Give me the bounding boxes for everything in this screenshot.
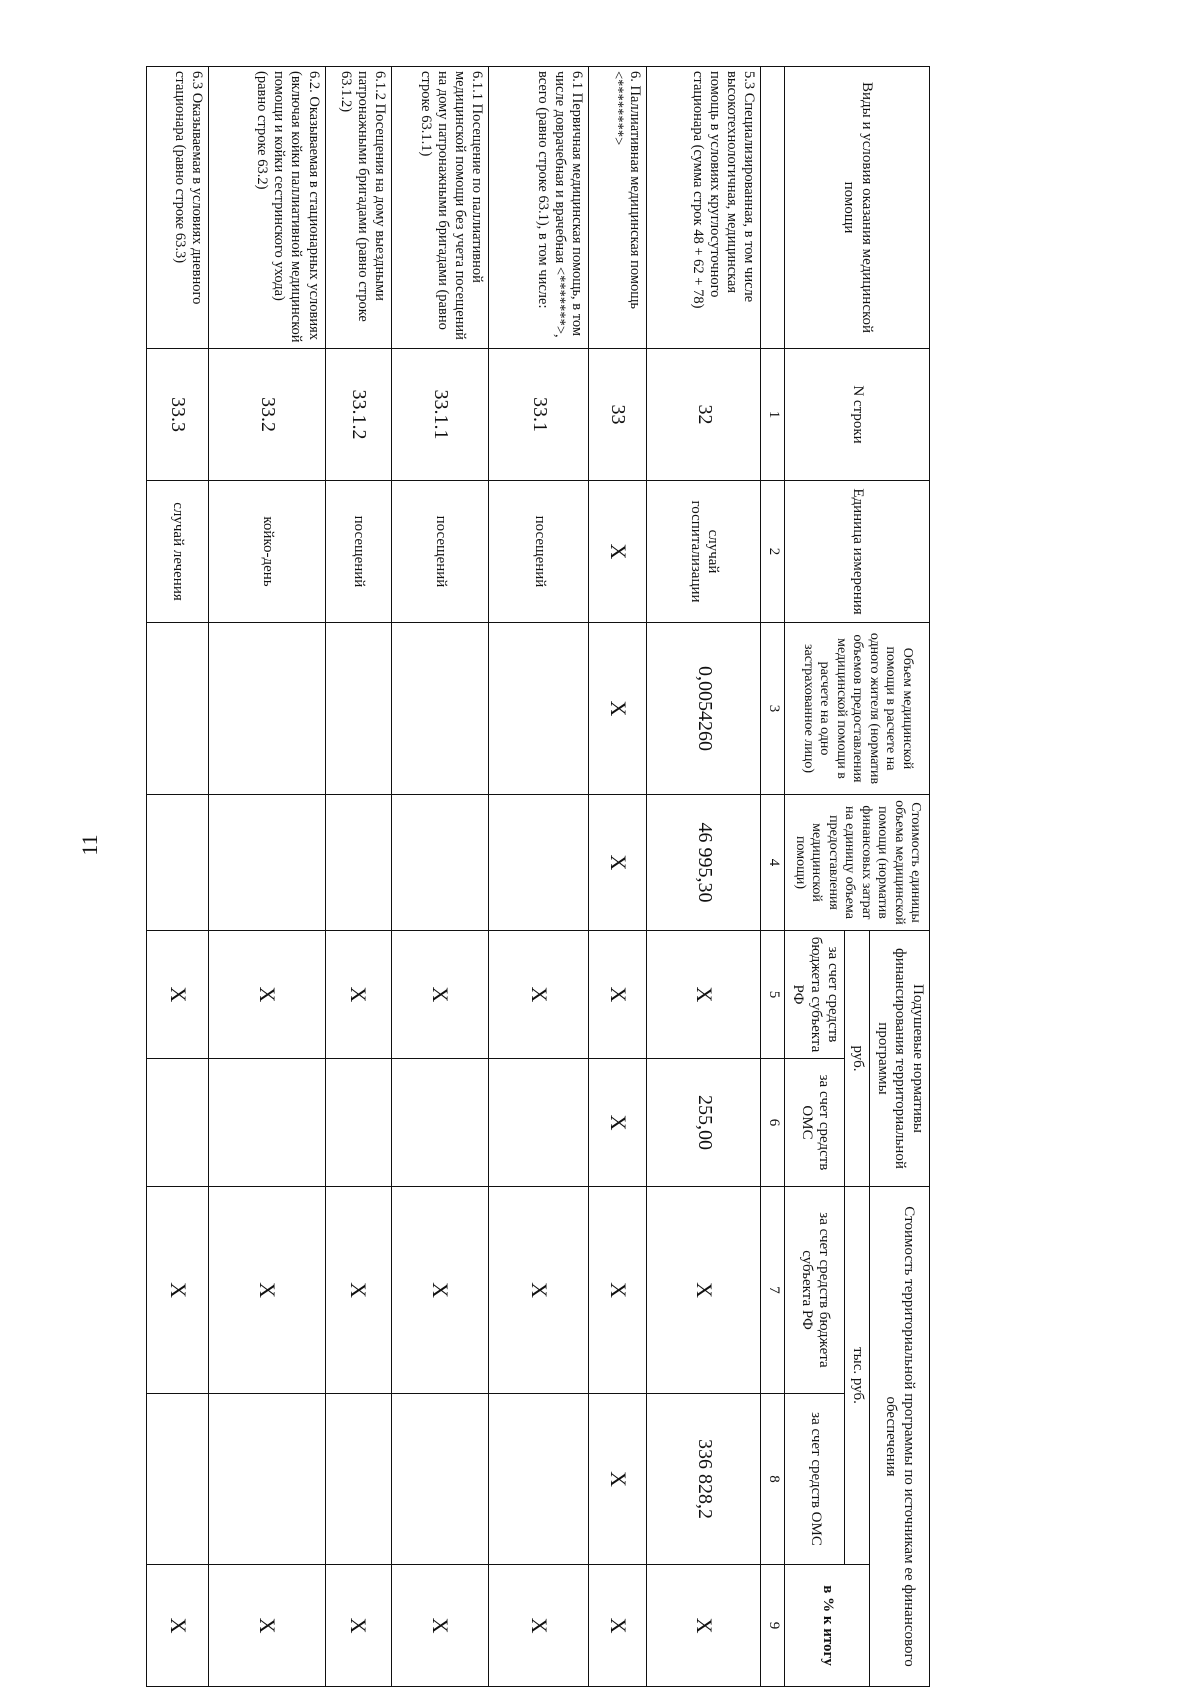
header-cost-oms: за счет средств ОМС <box>785 1394 845 1565</box>
row-percap-budget: X <box>147 931 209 1059</box>
row-cost <box>209 795 325 931</box>
row-percap-oms <box>391 1059 489 1187</box>
column-number: 5 <box>761 931 785 1059</box>
row-cost-percent: X <box>489 1565 589 1687</box>
row-percap-budget: X <box>589 931 647 1059</box>
row-cost-budget: X <box>647 1187 761 1394</box>
row-cost-oms: 336 828,2 <box>647 1394 761 1565</box>
table-row <box>489 67 589 1687</box>
row-cost-percent: X <box>391 1565 489 1687</box>
row-percap-oms <box>147 1059 209 1187</box>
row-percap-oms: 255,00 <box>647 1059 761 1187</box>
row-cost: X <box>589 795 647 931</box>
row-unit: посещений <box>325 481 391 623</box>
row-cost-percent: X <box>589 1565 647 1687</box>
row-description: 6. Паллиативная медицинская помощь <********> <box>589 67 647 349</box>
header-percap-budget: за счет средств бюджета субъекта РФ <box>785 931 845 1059</box>
row-cost: 46 995,30 <box>647 795 761 931</box>
table-row <box>325 67 391 1687</box>
row-cost-oms <box>209 1394 325 1565</box>
row-cost-percent: X <box>209 1565 325 1687</box>
row-cost-oms <box>147 1394 209 1565</box>
table-row <box>209 67 325 1687</box>
row-percap-budget: X <box>647 931 761 1059</box>
table-row <box>147 67 209 1687</box>
row-line-number: 33.2 <box>209 349 325 481</box>
header-line: N строки <box>785 349 930 481</box>
row-percap-budget: X <box>209 931 325 1059</box>
row-cost <box>391 795 489 931</box>
row-cost <box>489 795 589 931</box>
row-cost-percent: X <box>147 1565 209 1687</box>
row-cost-oms <box>489 1394 589 1565</box>
row-cost-budget: X <box>489 1187 589 1394</box>
row-percap-budget: X <box>325 931 391 1059</box>
column-number-row <box>761 67 785 1687</box>
rotated-table-container <box>146 66 930 1686</box>
column-number: 9 <box>761 1565 785 1687</box>
row-line-number: 33.1 <box>489 349 589 481</box>
header-volume: Объем медицинской помощи в расчете на одного жителя (норматив объемов предоставления медицинской помощи в расчете на одно застрахованное лицо) <box>785 623 930 795</box>
header-cost-budget: за счет средств бюджета субъекта РФ <box>785 1187 845 1394</box>
column-number: 2 <box>761 481 785 623</box>
header-percap-unit: руб. <box>845 931 870 1187</box>
row-description: 6.3 Оказываемая в условиях дневного стационара (равно строке 63.3) <box>147 67 209 349</box>
row-description: 5.3 Специализированная, в том числе высокотехнологичная, медицинская помощь в условиях круглосуточного стационара (сумма строк 48 + 62 + 78) <box>647 67 761 349</box>
column-number: 1 <box>761 349 785 481</box>
table-row <box>647 67 761 1687</box>
row-cost-budget: X <box>209 1187 325 1394</box>
row-cost-oms: X <box>589 1394 647 1565</box>
row-cost-budget: X <box>589 1187 647 1394</box>
table-row <box>391 67 489 1687</box>
financing-table <box>146 66 930 1687</box>
column-number: 8 <box>761 1394 785 1565</box>
row-volume <box>147 623 209 795</box>
row-description: 6.1.1 Посещение по паллиативной медицинской помощи без учета посещений на дому патронажными бригадами (равно строке 63.1.1) <box>391 67 489 349</box>
row-cost-percent: X <box>325 1565 391 1687</box>
row-description: 6.1 Первичная медицинская помощь, в том числе доврачебная и врачебная <*******>, всего (равно строке 63.1), в том числе: <box>489 67 589 349</box>
row-unit: X <box>589 481 647 623</box>
header-unit: Единица измерения <box>785 481 930 623</box>
row-line-number: 33.3 <box>147 349 209 481</box>
header-group-cost: Стоимость территориальной программы по источникам ее финансового обеспечения <box>869 1187 929 1687</box>
row-cost <box>325 795 391 931</box>
row-percap-oms: X <box>589 1059 647 1187</box>
row-cost-budget: X <box>325 1187 391 1394</box>
row-line-number: 33.1.1 <box>391 349 489 481</box>
row-cost-budget: X <box>391 1187 489 1394</box>
row-cost-budget: X <box>147 1187 209 1394</box>
row-cost <box>147 795 209 931</box>
row-percap-oms <box>209 1059 325 1187</box>
header-cost-unit: тыс. руб. <box>845 1187 870 1565</box>
row-volume: 0,0054260 <box>647 623 761 795</box>
header-group-percap: Подушевые нормативы финансирования территориальной программы <box>869 931 929 1187</box>
row-volume <box>391 623 489 795</box>
column-number: 7 <box>761 1187 785 1394</box>
row-description: 6.2. Оказываемая в стационарных условиях (включая койки паллиативной медицинской помощи и койки сестринского ухода) (равно строке 63.2) <box>209 67 325 349</box>
row-line-number: 32 <box>647 349 761 481</box>
row-volume <box>209 623 325 795</box>
row-unit: случай лечения <box>147 481 209 623</box>
column-number: 6 <box>761 1059 785 1187</box>
header-cost-percent: в % к итогу <box>785 1565 870 1687</box>
row-cost-oms <box>391 1394 489 1565</box>
row-volume <box>489 623 589 795</box>
page-number: 11 <box>77 834 102 856</box>
column-number: 4 <box>761 795 785 931</box>
header-percap-oms: за счет средств ОМС <box>785 1059 845 1187</box>
row-line-number: 33.1.2 <box>325 349 391 481</box>
row-volume <box>325 623 391 795</box>
column-number: 3 <box>761 623 785 795</box>
row-cost-percent: X <box>647 1565 761 1687</box>
row-unit: посещений <box>489 481 589 623</box>
row-description: 6.1.2 Посещения на дому выездными патронажными бригадами (равно строке 63.1.2) <box>325 67 391 349</box>
row-unit: койко-день <box>209 481 325 623</box>
row-unit: посещений <box>391 481 489 623</box>
row-percap-budget: X <box>391 931 489 1059</box>
row-volume: X <box>589 623 647 795</box>
table-row <box>589 67 647 1687</box>
header-cost: Стоимость единицы объема медицинской помощи (норматив финансовых затрат на единицу объема предоставления медицинской помощи) <box>785 795 930 931</box>
row-percap-budget: X <box>489 931 589 1059</box>
column-number-blank <box>761 67 785 349</box>
row-unit: случай госпитализации <box>647 481 761 623</box>
header-kind: Виды и условия оказания медицинской помощи <box>785 67 930 349</box>
row-cost-oms <box>325 1394 391 1565</box>
row-line-number: 33 <box>589 349 647 481</box>
row-percap-oms <box>489 1059 589 1187</box>
row-percap-oms <box>325 1059 391 1187</box>
